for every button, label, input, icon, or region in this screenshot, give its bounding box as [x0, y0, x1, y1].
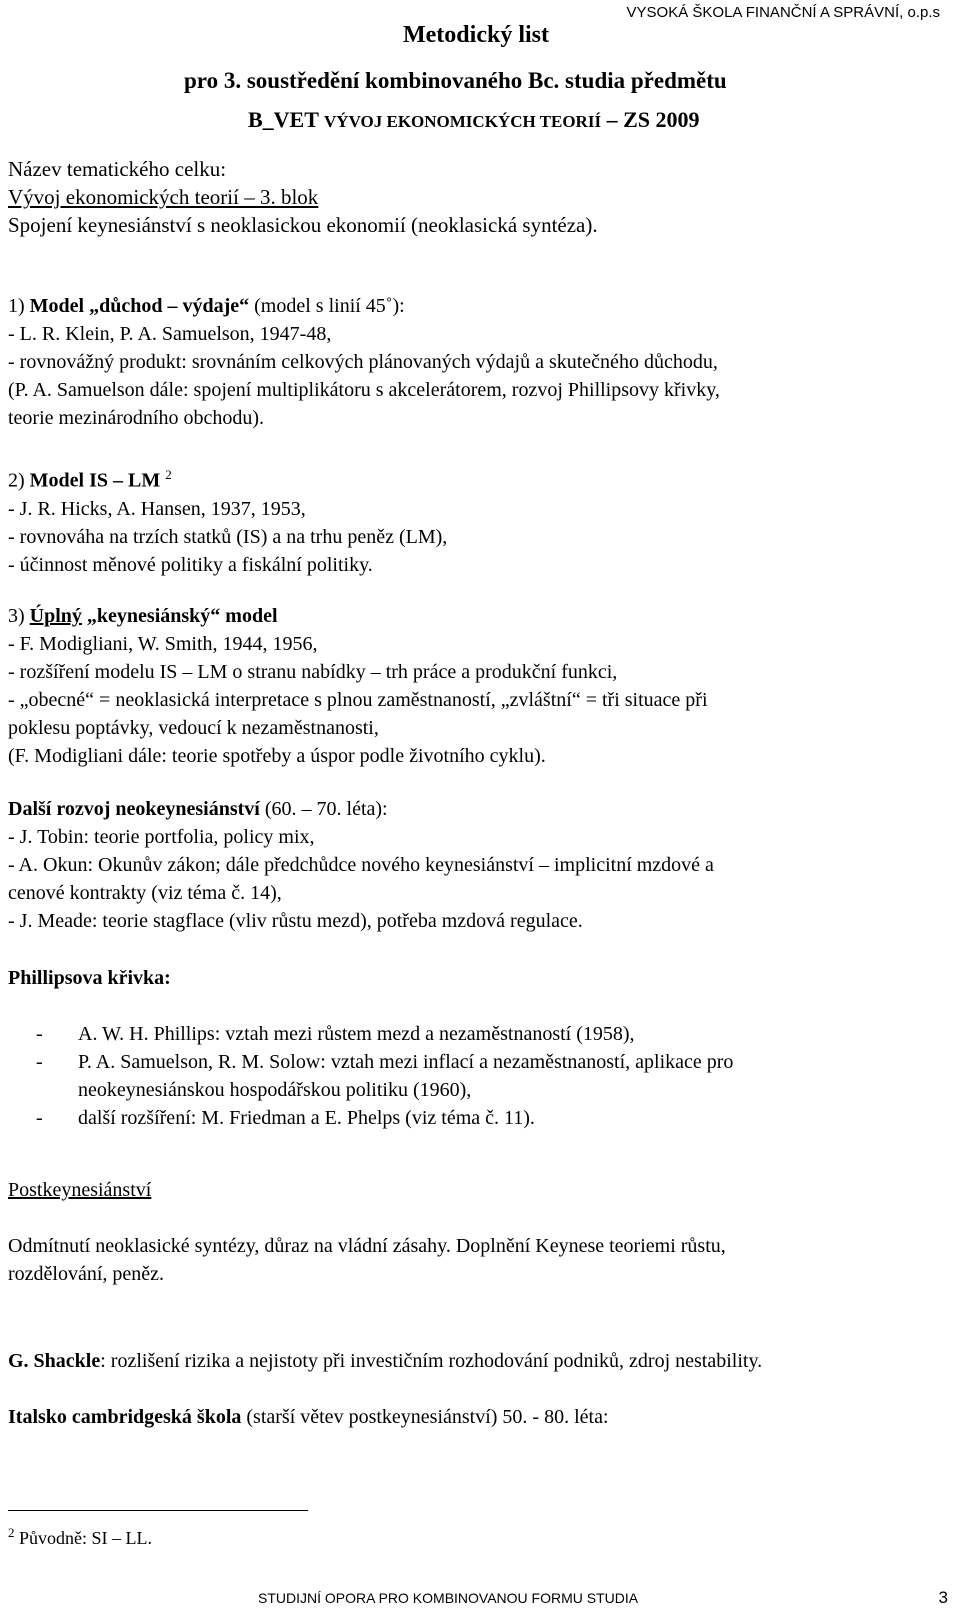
section-1-line: - L. R. Klein, P. A. Samuelson, 1947-48,: [8, 323, 332, 345]
section-4-line: - A. Okun: Okunův zákon; dále předchůdce nového keynesiánství – implicitní mzdové a: [8, 854, 714, 876]
italsko-name: Italsko cambridgeská škola: [8, 1406, 242, 1428]
footnote-number: 2: [8, 1525, 15, 1540]
postkeynes-body: [8, 1232, 928, 1288]
section-3-title: „keynesiánský“ model: [81, 605, 278, 627]
section-2-line: - účinnost měnové politiky a fiskální politiky.: [8, 553, 373, 576]
section-4-line: - J. Meade: teorie stagflace (vliv růstu mezd), potřeba mzdová regulace.: [8, 910, 583, 932]
shackle-paragraph: [8, 1347, 928, 1375]
section-1-number: 1): [8, 295, 30, 317]
section-2-number: 2): [8, 469, 30, 492]
document-title: Metodický list: [403, 22, 549, 48]
section-3-line: - F. Modigliani, W. Smith, 1944, 1956,: [8, 633, 318, 655]
course-code: B_VET: [248, 107, 319, 132]
list-item-text: další rozšíření: M. Friedman a E. Phelps (viz téma č. 11).: [78, 1107, 535, 1129]
section-1-title: Model „důchod – výdaje“: [29, 295, 250, 317]
section-2: [8, 461, 928, 579]
footnote-ref: 2: [165, 467, 172, 482]
postkeynes-title: [8, 1176, 928, 1204]
section-4-line: - J. Tobin: teorie portfolia, policy mix,: [8, 826, 315, 848]
phillips-section: [8, 964, 928, 992]
list-item: [36, 1104, 926, 1132]
footnote-text: Původně: SI – LL.: [14, 1528, 152, 1548]
section-2-line: - rovnováha na trzích statků (IS) a na trhu peněz (LM),: [8, 525, 448, 548]
section-2-line: - J. R. Hicks, A. Hansen, 1937, 1953,: [8, 497, 306, 520]
section-4-suffix: (60. – 70. léta):: [259, 798, 388, 820]
section-1: [8, 292, 928, 432]
italsko-text: (starší větev postkeynesiánství) 50. - 80. léta:: [241, 1406, 609, 1428]
section-3-heading: [8, 602, 928, 630]
list-item: [36, 1048, 926, 1076]
section-3: [8, 602, 928, 770]
section-1-suffix: (model s linií 45˚):: [249, 295, 405, 317]
postkeynes-line: Odmítnutí neoklasické syntézy, důraz na vládní zásahy. Doplnění Keynese teoriemi růstu,: [8, 1235, 726, 1257]
topic-description: Spojení keynesiánství s neoklasickou ekonomií (neoklasická syntéza).: [8, 213, 598, 237]
section-3-line: - „obecné“ = neoklasická interpretace s plnou zaměstnaností, „zvláštní“ = tři situace při: [8, 689, 708, 711]
phillips-title-text: Phillipsova křivka:: [8, 967, 171, 989]
course-name: VÝVOJ EKONOMICKÝCH TEORIÍ: [324, 112, 602, 131]
section-1-heading: [8, 292, 928, 320]
document-subtitle: pro 3. soustředění kombinovaného Bc. studia předmětu: [184, 68, 727, 93]
section-2-title: Model IS – LM: [29, 469, 161, 492]
topic-label: Název tematického celku:: [8, 157, 227, 181]
list-item-text: A. W. H. Phillips: vztah mezi růstem mezd a nezaměstnaností (1958),: [78, 1023, 635, 1045]
list-item: [36, 1020, 926, 1048]
section-1-line: teorie mezinárodního obchodu).: [8, 407, 265, 429]
list-item-text: neokeynesiánskou hospodářskou politiku (1960),: [78, 1079, 472, 1101]
list-dash: -: [36, 1023, 43, 1045]
section-3-line: - rozšíření modelu IS – LM o stranu nabídky – trh práce a produkční funkci,: [8, 661, 618, 683]
section-3-line: (F. Modigliani dále: teorie spotřeby a úspor podle životního cyklu).: [8, 745, 546, 767]
section-3-number: 3): [8, 605, 30, 627]
section-4-title: Další rozvoj neokeynesiánství: [8, 798, 260, 820]
postkeynes-section: [8, 1176, 928, 1204]
shackle-text: : rozlišení rizika a nejistoty při investičním rozhodování podniků, zdroj nestability.: [100, 1350, 763, 1372]
section-4-heading: [8, 795, 928, 823]
italsko-line: [8, 1403, 928, 1431]
page-footer: STUDIJNÍ OPORA PRO KOMBINOVANOU FORMU STUDIA: [258, 1590, 639, 1606]
postkeynes-title-text: Postkeynesiánství: [8, 1179, 152, 1201]
course-heading: [248, 107, 699, 133]
section-1-line: - rovnovážný produkt: srovnáním celkových plánovaných výdajů a skutečného důchodu,: [8, 351, 718, 373]
section-3-line: poklesu poptávky, vedoucí k nezaměstnanosti,: [8, 717, 379, 739]
phillips-list: [36, 1020, 926, 1132]
shackle-name: G. Shackle: [8, 1350, 101, 1372]
section-3-title-underlined: Úplný: [29, 605, 82, 627]
section-4: [8, 795, 928, 935]
footnote: [8, 1525, 152, 1549]
section-1-line: (P. A. Samuelson dále: spojení multiplikátoru s akcelerátorem, rozvoj Phillipsovy křivky,: [8, 379, 720, 401]
list-item-text: P. A. Samuelson, R. M. Solow: vztah mezi inflací a nezaměstnaností, aplikace pro: [78, 1051, 734, 1073]
section-2-heading: [8, 461, 928, 495]
phillips-title: [8, 964, 928, 992]
list-dash: -: [36, 1107, 43, 1129]
topic-block-title: Vývoj ekonomických teorií – 3. blok: [8, 185, 319, 209]
course-year: – ZS 2009: [606, 107, 700, 132]
italsko-paragraph: [8, 1403, 928, 1431]
list-dash: -: [36, 1051, 43, 1073]
topic-block: [8, 155, 928, 239]
section-4-line: cenové kontrakty (viz téma č. 14),: [8, 882, 282, 904]
list-item: [36, 1076, 926, 1104]
footnote-divider: [8, 1510, 308, 1511]
page-number: 3: [938, 1588, 948, 1607]
shackle-line: [8, 1347, 928, 1375]
postkeynes-line: rozdělování, peněz.: [8, 1263, 165, 1285]
school-name: VYSOKÁ ŠKOLA FINANČNÍ A SPRÁVNÍ, o.p.s: [626, 4, 940, 21]
